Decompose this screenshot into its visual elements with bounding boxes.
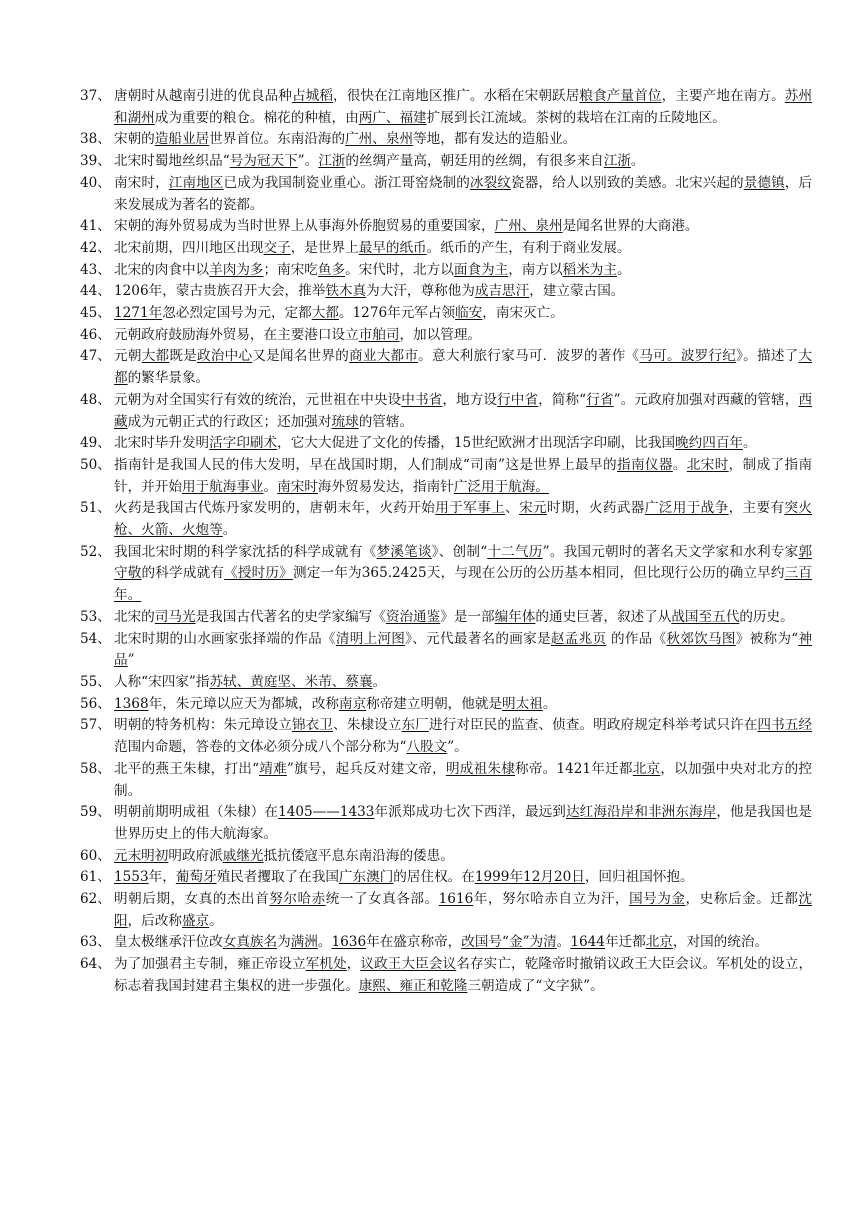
key-term: 景德镇 bbox=[743, 174, 785, 191]
key-term: 《授时历》 bbox=[224, 565, 293, 582]
key-term: 明太祖 bbox=[502, 695, 543, 712]
key-term: 稻米为主 bbox=[562, 261, 617, 278]
key-term: 突火枪、火箭、火炮等 bbox=[114, 500, 813, 539]
list-item bbox=[80, 672, 812, 694]
text-run: 元朝 bbox=[114, 348, 142, 365]
text-run: 。 bbox=[542, 695, 557, 712]
text-run: 年，朱元璋以应天为都城，改称 bbox=[148, 695, 339, 712]
item-number: 52、 bbox=[80, 543, 111, 560]
text-run: 。 bbox=[743, 435, 757, 452]
text-run: ，制成了指南针，并开始 bbox=[114, 456, 813, 495]
text-run: 年， bbox=[148, 869, 176, 886]
key-term: 苏轼、黄庭坚、米芾、蔡襄 bbox=[209, 673, 373, 690]
key-term: 资治通鉴 bbox=[385, 608, 441, 625]
key-term: 行中省 bbox=[497, 391, 539, 408]
text-run: 年在盛京称帝， bbox=[366, 934, 462, 951]
item-number: 58、 bbox=[80, 760, 111, 777]
key-term: 元末明初 bbox=[114, 847, 169, 864]
text-run: 北宋时蜀地丝织品“ bbox=[114, 153, 230, 170]
text-run: 世界首位。东南沿海的 bbox=[209, 131, 346, 148]
text-run: ，后改称 bbox=[127, 912, 182, 929]
key-term: 指南仪器 bbox=[617, 456, 673, 473]
text-run: ，加以管理。 bbox=[399, 326, 482, 343]
text-run: ， bbox=[346, 956, 361, 973]
key-term: 赵孟兆页 bbox=[550, 630, 607, 647]
list-item bbox=[80, 433, 812, 455]
list-item bbox=[80, 86, 812, 129]
key-term: 江浙 bbox=[318, 153, 346, 170]
key-term: 广泛用于航海。 bbox=[453, 478, 549, 495]
item-number: 51、 bbox=[80, 500, 111, 517]
item-text bbox=[114, 954, 812, 997]
key-term: 神品 bbox=[114, 630, 813, 669]
text-run: 。 bbox=[616, 261, 631, 278]
text-run: 》、创制“ bbox=[431, 543, 488, 560]
text-run: 为了加强君主专制，雍正帝设立 bbox=[114, 956, 306, 973]
item-text bbox=[114, 846, 812, 868]
text-run: 明朝前期明成祖（朱棣）在 bbox=[114, 804, 279, 821]
text-run: 称帝。1421年迁都 bbox=[515, 760, 633, 777]
text-run: 。 bbox=[630, 153, 645, 170]
list-item bbox=[80, 542, 812, 607]
text-run: 的居住权。在 bbox=[393, 869, 475, 886]
text-run: 三朝造成了“文字狱”。 bbox=[467, 977, 604, 994]
key-term: 粮食产量首位 bbox=[579, 88, 662, 104]
text-run: ”。 bbox=[297, 153, 319, 170]
list-item bbox=[80, 498, 812, 541]
item-text bbox=[114, 325, 812, 347]
text-run: 年派郑成功七次下西洋，最远到 bbox=[374, 804, 566, 821]
text-run: 成为重要的粮仓。棉花的种植，由 bbox=[154, 109, 359, 126]
key-term: 用于军事上 bbox=[435, 500, 506, 517]
key-term: 1999年12月20日 bbox=[474, 869, 585, 886]
key-term: 造船业居 bbox=[154, 131, 210, 148]
key-term: 宋元 bbox=[519, 500, 547, 517]
text-run: 成为元朝正式的行政区；还加强对 bbox=[127, 413, 332, 430]
text-run: 北宋的肉食中以 bbox=[114, 261, 210, 278]
key-term: 清明上河图 bbox=[335, 630, 406, 647]
key-term: 南京 bbox=[338, 695, 367, 712]
text-run: 唐朝时从越南引进的优良品种 bbox=[114, 88, 292, 104]
text-run: 。1276年元军占领 bbox=[338, 305, 456, 322]
key-term: 江浙 bbox=[603, 153, 631, 170]
list-item bbox=[80, 455, 812, 498]
text-run: 北宋时期的山水画家张择端的作品《 bbox=[114, 630, 336, 647]
key-term: 广州、泉州 bbox=[345, 131, 414, 148]
text-run: 1206年，蒙古贵族召开大会，推举 bbox=[114, 283, 326, 300]
text-run: 。意大利旅行家马可．波罗的著作《 bbox=[418, 348, 640, 365]
text-run: 年，努尔哈赤自立为汗， bbox=[473, 891, 630, 908]
text-run: 。 bbox=[317, 934, 332, 951]
key-term: 用于航海事业 bbox=[181, 478, 264, 495]
text-run: ，主要有 bbox=[728, 500, 785, 517]
text-run: ，简称“ bbox=[538, 391, 587, 408]
text-run: 、 bbox=[505, 500, 520, 517]
text-run: ，它大大促进了文化的传播，15世纪欧洲才出现活字印刷，比我国 bbox=[277, 435, 676, 452]
text-run: ”。 bbox=[447, 739, 468, 756]
text-run: 我国北宋时期的科学家沈括的科学成就有《 bbox=[114, 543, 377, 560]
key-term: 政治中心 bbox=[196, 348, 253, 365]
item-text bbox=[114, 173, 812, 216]
item-text bbox=[114, 715, 812, 758]
key-term: 1405——1433 bbox=[278, 804, 375, 821]
list-item bbox=[80, 238, 812, 260]
key-term: 1636 bbox=[331, 934, 367, 951]
list-item bbox=[80, 390, 812, 433]
text-run: 》、元代最著名的画家是 bbox=[405, 630, 551, 647]
list-item bbox=[80, 303, 812, 325]
key-term: 广东澳门 bbox=[338, 869, 394, 886]
text-run: 宋朝的 bbox=[114, 131, 155, 148]
item-text bbox=[114, 629, 812, 672]
list-item bbox=[80, 889, 812, 932]
text-run: 。 bbox=[372, 673, 387, 690]
key-term: 马可。波罗行纪 bbox=[639, 348, 737, 365]
item-number: 53、 bbox=[80, 608, 111, 625]
item-number: 37、 bbox=[80, 88, 111, 104]
text-run: ”。我国元朝时的著名天文学家和水利专家 bbox=[542, 543, 799, 560]
key-term: 1368 bbox=[114, 695, 149, 712]
item-text bbox=[114, 759, 812, 802]
list-item bbox=[80, 260, 812, 282]
text-run: 明政府派 bbox=[168, 847, 223, 864]
text-run: 火药是我国古代炼丹家发明的，唐朝末年，火药开始 bbox=[114, 500, 436, 517]
key-term: 葡萄牙 bbox=[175, 869, 217, 886]
text-run: 的管辖。 bbox=[358, 413, 414, 430]
key-term: 1553 bbox=[114, 869, 149, 886]
key-term: 议政王大臣会议 bbox=[360, 956, 457, 973]
key-term: 改国号“金”为清 bbox=[461, 934, 557, 951]
key-term: 交子 bbox=[263, 239, 291, 256]
item-text bbox=[114, 889, 812, 932]
text-run: ，以加强中央对北方的控制。 bbox=[114, 760, 813, 799]
key-term: 广州、泉州 bbox=[494, 218, 563, 235]
item-text bbox=[114, 498, 812, 541]
list-item bbox=[80, 802, 812, 845]
list-item bbox=[80, 281, 812, 303]
text-run: ，后来发展成为著名的瓷都。 bbox=[114, 174, 813, 213]
key-term: 北京 bbox=[632, 760, 661, 777]
key-term: 苏州和湖州 bbox=[114, 88, 813, 126]
text-run: 的历史。 bbox=[739, 608, 794, 625]
key-term: 活字印刷术 bbox=[209, 435, 278, 452]
text-run: 统一了女真各部。 bbox=[325, 891, 439, 908]
text-run: 殖民者攫取了在我国 bbox=[216, 869, 339, 886]
text-run: 称帝建立明朝，他就是 bbox=[366, 695, 503, 712]
key-term: 戚继光 bbox=[222, 847, 264, 864]
key-term: 羊肉为多 bbox=[209, 261, 264, 278]
key-term: 琉球 bbox=[331, 413, 359, 430]
key-term: 努尔哈赤 bbox=[269, 891, 326, 908]
text-run: 海外贸易发达，指南针 bbox=[317, 478, 454, 495]
text-run: 扩展到长江流域。茶树的栽培在江南的丘陵地区。 bbox=[426, 109, 726, 126]
text-run: 抵抗倭寇平息东南沿海的倭患。 bbox=[263, 847, 454, 864]
key-term: 秋郊饮马图 bbox=[666, 630, 736, 647]
text-run: 进行对臣民的监查、侦查。明政府规定科举考试只许在 bbox=[428, 717, 758, 734]
item-number: 41、 bbox=[80, 218, 111, 235]
item-number: 47、 bbox=[80, 348, 111, 365]
key-term: 号为冠天下 bbox=[229, 153, 298, 170]
text-run: 年迁都 bbox=[604, 934, 646, 951]
text-run: ”。元政府加强对西藏的管辖， bbox=[613, 391, 799, 408]
item-text bbox=[114, 390, 812, 433]
key-term: 鱼多 bbox=[317, 261, 346, 278]
key-term: 大都 bbox=[141, 348, 170, 365]
text-run: 范围内命题，答卷的文体必须分成八个部分称为“ bbox=[114, 739, 407, 756]
text-run: 宋朝的海外贸易成为当时世界上从事海外侨胞贸易的重要国家， bbox=[114, 218, 495, 235]
key-term: 明成祖朱棣 bbox=[445, 760, 516, 777]
item-text bbox=[114, 542, 812, 607]
item-text bbox=[114, 303, 812, 325]
text-run: ，是世界上 bbox=[290, 239, 359, 256]
key-term: 八股文 bbox=[406, 739, 448, 756]
text-run: 忽必烈定国号为元，定都 bbox=[162, 305, 312, 322]
text-run: ，主要产地在南方。 bbox=[661, 88, 785, 104]
text-run: 元朝为对全国实行有效的统治，元世祖在中央设 bbox=[114, 391, 402, 408]
text-run: 》是一部 bbox=[440, 608, 495, 625]
key-term: 达红海沿岸和非洲东海岸 bbox=[565, 804, 717, 821]
text-run: 既是 bbox=[169, 348, 197, 365]
item-text bbox=[114, 129, 812, 151]
key-term: 编年体 bbox=[494, 608, 536, 625]
item-number: 61、 bbox=[80, 869, 111, 886]
item-number: 62、 bbox=[80, 891, 111, 908]
item-number: 60、 bbox=[80, 847, 111, 864]
item-number: 46、 bbox=[80, 326, 111, 343]
list-item bbox=[80, 846, 812, 868]
list-item bbox=[80, 607, 812, 629]
key-term: 司马光 bbox=[154, 608, 196, 625]
text-run: ” bbox=[127, 652, 135, 669]
text-run: 的繁华景象。 bbox=[127, 370, 210, 387]
key-term: 沈阳 bbox=[114, 891, 813, 929]
key-term: 西藏 bbox=[114, 391, 813, 430]
item-number: 50、 bbox=[80, 456, 111, 473]
text-run: ，建立蒙古国。 bbox=[529, 283, 625, 300]
key-term: 行省 bbox=[586, 391, 614, 408]
key-term: 女真族名 bbox=[222, 934, 278, 951]
text-run: 的丝绸产量高，朝廷用的丝绸，有很多来自 bbox=[345, 153, 604, 170]
text-run: 为 bbox=[277, 934, 291, 951]
item-number: 39、 bbox=[80, 153, 111, 170]
item-number: 56、 bbox=[80, 695, 111, 712]
key-term: 锦衣卫 bbox=[291, 717, 334, 734]
text-run: 。 bbox=[556, 934, 571, 951]
item-text bbox=[114, 216, 812, 238]
key-term: 1616 bbox=[438, 891, 474, 908]
item-text bbox=[114, 346, 812, 389]
key-term: 商业大都市 bbox=[349, 348, 419, 365]
key-term: 铁木真 bbox=[325, 283, 367, 300]
item-text bbox=[114, 433, 812, 455]
key-term: 三百年。 bbox=[114, 565, 813, 604]
item-number: 45、 bbox=[80, 305, 111, 322]
key-term: 四书五经 bbox=[757, 717, 813, 734]
item-text bbox=[114, 260, 812, 282]
key-term: 冰裂纹 bbox=[469, 174, 511, 191]
item-text bbox=[114, 932, 812, 954]
text-run: 北宋的 bbox=[114, 608, 155, 625]
text-run: 明朝后期，女真的杰出首 bbox=[114, 891, 270, 908]
key-term: 军机处 bbox=[305, 956, 347, 973]
key-term: 东厂 bbox=[401, 717, 429, 734]
list-item bbox=[80, 867, 812, 889]
text-run: 名存实亡，乾隆帝时撤销议政王大臣会议。军机处的设立，标志着我国封建君主集权的进一步强化。 bbox=[114, 956, 813, 994]
item-text bbox=[114, 607, 812, 629]
item-text bbox=[114, 238, 812, 260]
item-number: 59、 bbox=[80, 804, 111, 821]
text-run: 元朝政府鼓励海外贸易，在主要港口设立 bbox=[114, 326, 359, 343]
key-term: 盛京 bbox=[181, 912, 210, 929]
text-run: ”旗号，起兵反对建文帝， bbox=[286, 760, 446, 777]
text-run: 。 bbox=[672, 456, 687, 473]
text-run: 。 bbox=[263, 478, 278, 495]
text-run: 。 bbox=[222, 522, 237, 539]
key-term: 临安 bbox=[455, 305, 483, 322]
text-run: ，史称后金。迁都 bbox=[685, 891, 799, 908]
list-item bbox=[80, 325, 812, 347]
key-term: 北宋时 bbox=[686, 456, 729, 473]
item-number: 40、 bbox=[80, 174, 111, 191]
text-run: 。 bbox=[209, 912, 223, 929]
text-run: 人称“宋四家”指 bbox=[114, 673, 210, 690]
text-run: 又是闻名世界的 bbox=[252, 348, 350, 365]
list-item bbox=[80, 129, 812, 151]
list-item bbox=[80, 151, 812, 173]
text-run: 的作品《 bbox=[606, 630, 667, 647]
list-item bbox=[80, 173, 812, 216]
key-term: 南宋时 bbox=[277, 478, 318, 495]
key-term: 满洲 bbox=[290, 934, 318, 951]
text-run: 的科学成就有 bbox=[141, 565, 225, 582]
text-run: 的通史巨著，叙述了从 bbox=[535, 608, 672, 625]
item-number: 44、 bbox=[80, 283, 111, 300]
key-term: 战国至五代 bbox=[671, 608, 740, 625]
item-text bbox=[114, 672, 812, 694]
item-number: 54、 bbox=[80, 630, 111, 647]
list-item bbox=[80, 216, 812, 238]
key-term: 晚约四百年 bbox=[675, 435, 744, 452]
item-text bbox=[114, 867, 812, 889]
key-term: 成吉思汗 bbox=[474, 283, 530, 300]
key-term: 北京 bbox=[645, 934, 673, 951]
text-run: ，地方设 bbox=[442, 391, 498, 408]
text-run: ；南宋吃 bbox=[263, 261, 318, 278]
item-number: 63、 bbox=[80, 934, 111, 951]
text-run: 是我国古代著名的史学家编写《 bbox=[195, 608, 386, 625]
item-number: 43、 bbox=[80, 261, 111, 278]
item-number: 48、 bbox=[80, 391, 111, 408]
key-term: 两广、福建 bbox=[358, 109, 427, 126]
key-term: 十二气历 bbox=[487, 543, 543, 560]
key-term: 最早的纸币 bbox=[358, 239, 427, 256]
key-term: 1644 bbox=[570, 934, 605, 951]
text-run: ，回归祖国怀抱。 bbox=[584, 869, 694, 886]
item-number: 64、 bbox=[80, 956, 111, 973]
key-term: 郭守敬 bbox=[114, 543, 813, 582]
item-number: 42、 bbox=[80, 239, 111, 256]
key-term: 占城稻 bbox=[291, 88, 334, 104]
list-item bbox=[80, 346, 812, 389]
item-text bbox=[114, 455, 812, 498]
item-text bbox=[114, 151, 812, 173]
text-run: 等地，都有发达的造船业。 bbox=[413, 131, 577, 148]
text-run: 北宋时毕升发明 bbox=[114, 435, 210, 452]
item-text bbox=[114, 86, 812, 129]
key-term: 梦溪笔谈 bbox=[376, 543, 432, 560]
text-run: 指南针是我国人民的伟大发明，早在战国时期，人们制成“司南”这是世界上最早的 bbox=[114, 456, 617, 473]
text-run: 时期，火药武器 bbox=[547, 500, 645, 517]
list-item bbox=[80, 694, 812, 716]
text-run: 。纸币的产生，有利于商业发展。 bbox=[426, 239, 631, 256]
text-run: 是闻名世界的大商港。 bbox=[562, 218, 699, 235]
text-run: 为大汗，尊称他为 bbox=[366, 283, 475, 300]
text-run: 已成为我国制瓷业重心。浙江哥窑烧制的 bbox=[223, 174, 470, 191]
key-term: 面食为主 bbox=[453, 261, 509, 278]
item-text bbox=[114, 694, 812, 716]
text-run: 北平的燕王朱棣，打出“ bbox=[114, 760, 260, 777]
list-item bbox=[80, 715, 812, 758]
list-item bbox=[80, 932, 812, 954]
key-term: 大都 bbox=[114, 348, 813, 387]
text-run: 、朱棣设立 bbox=[333, 717, 402, 734]
list-item bbox=[80, 954, 812, 997]
item-text bbox=[114, 802, 812, 845]
text-run: 明朝的特务机构：朱元璋设立 bbox=[114, 717, 292, 734]
text-run: 瓷器，给人以别致的美感。北宋兴起的 bbox=[511, 174, 744, 191]
text-run: ，南方以 bbox=[508, 261, 563, 278]
text-run: 南宋时， bbox=[114, 174, 169, 191]
key-term: 1271年 bbox=[114, 305, 163, 322]
text-run: ，南宋灭亡。 bbox=[482, 305, 564, 322]
item-text bbox=[114, 281, 812, 303]
key-term: 国号为金 bbox=[629, 891, 686, 908]
key-term: 中书省 bbox=[401, 391, 443, 408]
list-item bbox=[80, 629, 812, 672]
text-run: 。宋代时，北方以 bbox=[345, 261, 454, 278]
key-term: 市舶司 bbox=[358, 326, 400, 343]
text-run: ，他是我国也是世界历史上的伟大航海家。 bbox=[114, 804, 813, 842]
key-term: 靖难 bbox=[259, 760, 287, 777]
key-term: 大都 bbox=[311, 305, 339, 322]
item-number: 57、 bbox=[80, 717, 111, 734]
item-number: 55、 bbox=[80, 673, 111, 690]
text-run: 》被称为“ bbox=[735, 630, 799, 647]
item-number: 49、 bbox=[80, 435, 111, 452]
text-run: ，很快在江南地区推广。水稻在宋朝跃居 bbox=[333, 88, 580, 104]
key-term: 康熙、雍正和乾隆 bbox=[358, 977, 468, 994]
item-number: 38、 bbox=[80, 131, 111, 148]
text-run: 》。描述了 bbox=[736, 348, 799, 365]
text-run: 测定一年为365.2425天，与现在公历的公历基本相同，但比现行公历的确立早约 bbox=[292, 565, 785, 582]
text-run: 皇太极继承汗位改 bbox=[114, 934, 223, 951]
key-term: 广泛用于战争 bbox=[644, 500, 729, 517]
list-item bbox=[80, 759, 812, 802]
key-term: 江南地区 bbox=[168, 174, 224, 191]
text-run: 北宋前期，四川地区出现 bbox=[114, 239, 264, 256]
text-run: ，对国的统治。 bbox=[672, 934, 769, 951]
